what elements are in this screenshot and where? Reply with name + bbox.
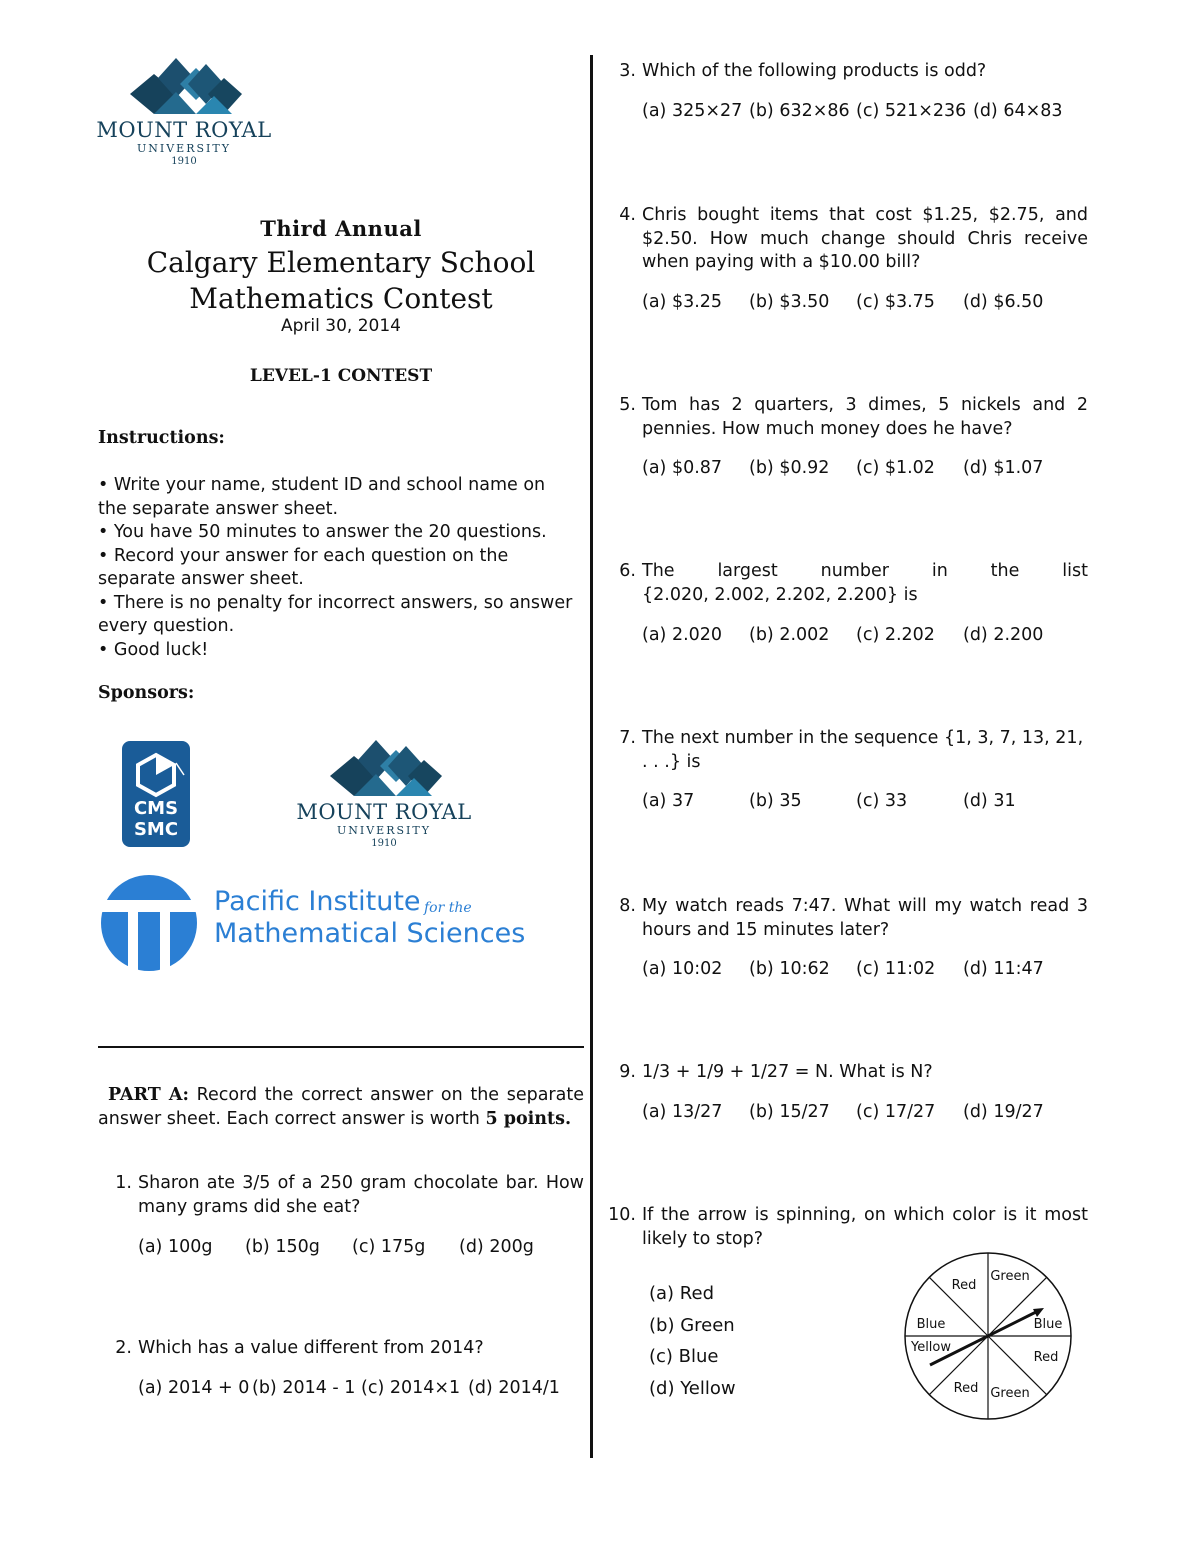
pims-for: for the xyxy=(424,900,472,916)
sector-label: Blue xyxy=(1033,1317,1063,1332)
mru-sub: UNIVERSITY xyxy=(137,142,231,155)
question-8 xyxy=(610,895,1088,985)
contest-title-line1: Calgary Elementary School xyxy=(146,246,536,279)
mru-sub: UNIVERSITY xyxy=(337,824,431,837)
option-a[interactable]: (a) 13/27 xyxy=(642,1102,723,1122)
mru-year: 1910 xyxy=(171,156,197,167)
option-c[interactable]: (c) 11:02 xyxy=(856,959,936,979)
option-d[interactable]: (d) 31 xyxy=(963,791,1016,811)
instruction-item: • Write your name, student ID and school name on the separate answer sheet. xyxy=(98,475,546,519)
mount-royal-logo xyxy=(96,56,272,172)
question-text: Which of the following products is odd? xyxy=(642,61,987,81)
option-c[interactable]: (c) $3.75 xyxy=(856,292,935,312)
sector-label: Yellow xyxy=(910,1340,952,1355)
option-d[interactable]: (d) 64×83 xyxy=(973,101,1063,121)
contest-level: LEVEL-1 CONTEST xyxy=(249,366,433,386)
option-d[interactable]: (d) $6.50 xyxy=(963,292,1044,312)
option-a[interactable]: (a) Red xyxy=(649,1283,714,1304)
spinner-diagram xyxy=(900,1248,1076,1424)
part-a-text: Record the correct answer on the separate answer sheet. Each correct answer is worth xyxy=(98,1085,584,1129)
option-d[interactable]: (d) 19/27 xyxy=(963,1102,1044,1122)
question-text: Which has a value different from 2014? xyxy=(138,1338,484,1358)
question-number: 9. xyxy=(619,1062,636,1082)
sector-label: Green xyxy=(990,1386,1030,1401)
instruction-item: • There is no penalty for incorrect answers, so answer every question. xyxy=(98,592,573,636)
question-number: 6. xyxy=(619,561,636,581)
option-a[interactable]: (a) 10:02 xyxy=(642,959,723,979)
mount-royal-sponsor-logo xyxy=(296,738,472,854)
option-a[interactable]: (a) 2014 + 0 xyxy=(138,1378,250,1398)
option-c[interactable]: (c) $1.02 xyxy=(856,458,935,478)
option-b[interactable]: (b) Green xyxy=(649,1315,735,1336)
sector-label: Red xyxy=(951,1278,977,1293)
question-6 xyxy=(610,560,1088,650)
question-5 xyxy=(610,394,1088,484)
pims-line1: Pacific Institute xyxy=(214,886,421,917)
question-number: 5. xyxy=(619,395,636,415)
contest-edition: Third Annual xyxy=(260,216,422,241)
cms-line1: CMS xyxy=(133,798,179,819)
question-text: 1/3 + 1/9 + 1/27 = N. What is N? xyxy=(642,1062,933,1082)
question-text: Chris bought items that cost $1.25, $2.75, and $2.50. How much change should Chris receive when paying with a $10.00 bill? xyxy=(642,205,1088,272)
option-b[interactable]: (b) 10:62 xyxy=(749,959,830,979)
option-b[interactable]: (b) 2.002 xyxy=(749,625,830,645)
question-9 xyxy=(610,1061,1088,1127)
option-c[interactable]: (c) 2014×1 xyxy=(361,1378,461,1398)
question-text: Sharon ate 3/5 of a 250 gram chocolate bar. How many grams did she eat? xyxy=(138,1173,584,1217)
option-c[interactable]: (c) 521×236 xyxy=(856,101,967,121)
option-d[interactable]: (d) 2014/1 xyxy=(468,1378,560,1398)
column-divider xyxy=(590,55,593,1458)
option-d[interactable]: (d) 11:47 xyxy=(963,959,1044,979)
mru-year: 1910 xyxy=(371,838,397,849)
option-b[interactable]: (b) 2014 - 1 xyxy=(252,1378,356,1398)
option-a[interactable]: (a) 100g xyxy=(138,1237,213,1257)
question-number: 7. xyxy=(619,728,636,748)
option-b[interactable]: (b) $0.92 xyxy=(749,458,830,478)
pims-logo xyxy=(98,872,526,976)
option-c[interactable]: (c) 2.202 xyxy=(856,625,935,645)
option-a[interactable]: (a) 2.020 xyxy=(642,625,723,645)
option-b[interactable]: (b) 15/27 xyxy=(749,1102,830,1122)
contest-title-line2: Mathematics Contest xyxy=(189,282,493,315)
option-c[interactable]: (c) Blue xyxy=(649,1346,719,1367)
question-7 xyxy=(610,727,1088,817)
question-number: 10. xyxy=(608,1205,636,1225)
pi-emblem-icon xyxy=(98,872,200,974)
part-a-label: PART A: xyxy=(108,1085,189,1105)
cms-line2: SMC xyxy=(133,819,179,840)
sector-label: Blue xyxy=(916,1317,946,1332)
question-text: My watch reads 7:47. What will my watch read 3 hours and 15 minutes later? xyxy=(642,896,1088,940)
question-number: 2. xyxy=(115,1338,132,1358)
instruction-item: • You have 50 minutes to answer the 20 questions. xyxy=(98,522,547,542)
option-a[interactable]: (a) $0.87 xyxy=(642,458,723,478)
cms-emblem-icon xyxy=(122,745,190,805)
question-number: 3. xyxy=(619,61,636,81)
option-b[interactable]: (b) 632×86 xyxy=(749,101,850,121)
option-c[interactable]: (c) 175g xyxy=(352,1237,426,1257)
option-c[interactable]: (c) 17/27 xyxy=(856,1102,936,1122)
sector-label: Green xyxy=(990,1269,1030,1284)
option-a[interactable]: (a) $3.25 xyxy=(642,292,723,312)
option-c[interactable]: (c) 33 xyxy=(856,791,908,811)
question-2 xyxy=(106,1337,584,1401)
option-d[interactable]: (d) 200g xyxy=(459,1237,534,1257)
question-text: Tom has 2 quarters, 3 dimes, 5 nickels and 2 pennies. How much money does he have? xyxy=(642,395,1088,439)
option-a[interactable]: (a) 37 xyxy=(642,791,695,811)
option-b[interactable]: (b) 35 xyxy=(749,791,802,811)
question-text: The largest number in the list xyxy=(642,561,1088,581)
mount-royal-emblem-icon xyxy=(296,738,472,798)
instruction-item: • Good luck! xyxy=(98,639,209,660)
question-3 xyxy=(610,60,1088,126)
part-a-points: 5 points. xyxy=(485,1108,572,1129)
option-b[interactable]: (b) 150g xyxy=(245,1237,320,1257)
question-text: The next number in the sequence {1, 3, 7, 13, 21, . . .} is xyxy=(642,728,1084,772)
pims-line2: Mathematical Sciences xyxy=(214,918,526,949)
instructions-heading: Instructions: xyxy=(98,428,225,448)
question-number: 8. xyxy=(619,896,636,916)
part-a-intro xyxy=(98,1084,584,1131)
option-d[interactable]: (d) $1.07 xyxy=(963,458,1044,478)
instruction-item: • Record your answer for each question on the separate answer sheet. xyxy=(98,545,509,589)
option-d[interactable]: (d) 2.200 xyxy=(963,625,1044,645)
question-number: 4. xyxy=(619,205,636,225)
mount-royal-emblem-icon xyxy=(96,56,272,116)
option-d[interactable]: (d) Yellow xyxy=(649,1378,736,1399)
question-text: If the arrow is spinning, on which color is it most likely to stop? xyxy=(642,1205,1088,1249)
option-a[interactable]: (a) 325×27 xyxy=(642,101,743,121)
mru-name: MOUNT ROYAL xyxy=(96,118,272,142)
mru-name: MOUNT ROYAL xyxy=(296,800,472,824)
question-1 xyxy=(106,1172,584,1272)
option-b[interactable]: (b) $3.50 xyxy=(749,292,830,312)
cms-smc-logo xyxy=(122,741,190,847)
sector-label: Red xyxy=(953,1381,979,1396)
question-text-line2: {2.020, 2.002, 2.202, 2.200} is xyxy=(642,585,918,605)
question-4 xyxy=(610,204,1088,314)
sector-label: Red xyxy=(1033,1350,1059,1365)
contest-date: April 30, 2014 xyxy=(281,316,401,336)
question-number: 1. xyxy=(115,1173,132,1193)
instructions-list xyxy=(98,474,574,662)
section-divider xyxy=(98,1046,584,1048)
sponsors-heading: Sponsors: xyxy=(98,683,195,703)
